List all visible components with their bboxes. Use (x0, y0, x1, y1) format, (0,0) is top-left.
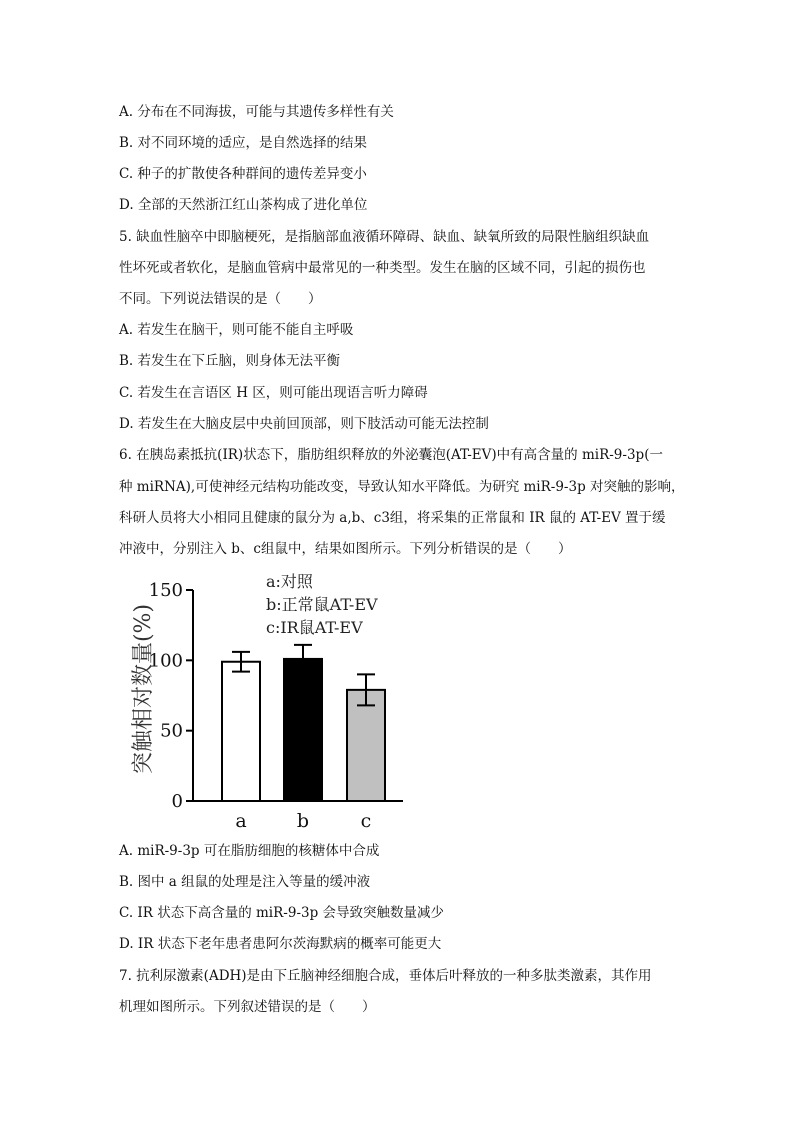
text-line: 机理如图所示。下列叙述错误的是（ ） (119, 999, 376, 1015)
legend-entry: a:对照 (266, 572, 313, 591)
text-line: 不同。下列说法错误的是（ ） (119, 291, 322, 307)
y-tick-label: 100 (148, 650, 183, 672)
text-line: 冲液中，分别注入 b、c组鼠中，结果如图所示。下列分析错误的是（ ） (119, 541, 572, 557)
text-line: B. 对不同环境的适应，是自然选择的结果 (119, 135, 368, 151)
bar-b (284, 659, 322, 801)
text-line: B. 若发生在下丘脑，则身体无法平衡 (119, 353, 341, 369)
legend-entry: c:IR鼠AT-EV (266, 618, 363, 637)
synapse-bar-chart (120, 572, 420, 834)
x-tick-label: a (235, 810, 247, 832)
text-line: 5. 缺血性脑卒中即脑梗死，是指脑部血液循环障碍、缺血、缺氧所致的局限性脑组织缺血 (119, 229, 650, 245)
text-line: 6. 在胰岛素抵抗(IR)状态下，脂肪组织释放的外泌囊泡(AT-EV)中有高含量的 miR-9-3p(一 (119, 447, 663, 463)
text-line: B. 图中 a 组鼠的处理是注入等量的缓冲液 (119, 874, 371, 890)
legend-entry: b:正常鼠AT-EV (266, 595, 378, 614)
bar-a (222, 662, 260, 801)
text-line: D. 全部的天然浙江红山茶构成了进化单位 (119, 197, 368, 213)
text-line: C. IR 状态下高含量的 miR-9-3p 会导致突触数量减少 (119, 905, 445, 921)
text-line: A. 若发生在脑干，则可能不能自主呼吸 (119, 322, 354, 338)
text-line: 7. 抗利尿激素(ADH)是由下丘脑神经细胞合成，垂体后叶释放的一种多肽类激素，其作用 (119, 968, 652, 984)
text-line: 种 miRNA),可使神经元结构功能改变，导致认知水平降低。为研究 miR-9-3p 对突触的影响， (119, 479, 685, 495)
chart-svg (120, 572, 420, 834)
y-tick-label: 0 (171, 791, 183, 812)
text-line: D. IR 状态下老年患者患阿尔茨海默病的概率可能更大 (119, 936, 442, 952)
y-tick-label: 50 (160, 720, 183, 742)
x-tick-label: b (296, 810, 310, 832)
text-line: 性坏死或者软化，是脑血管病中最常见的一种类型。发生在脑的区域不同，引起的损伤也 (119, 260, 646, 276)
text-line: A. 分布在不同海拔，可能与其遗传多样性有关 (119, 104, 394, 120)
x-tick-label: c (360, 810, 372, 832)
y-tick-label: 150 (148, 580, 183, 601)
text-line: C. 种子的扩散使各种群间的遗传差异变小 (119, 166, 367, 182)
text-line: C. 若发生在言语区 H 区，则可能出现语言听力障碍 (119, 385, 428, 401)
y-axis-label: 突触相对数量(%) (131, 603, 156, 775)
bar-c (347, 690, 385, 801)
text-line: A. miR-9-3p 可在脂肪细胞的核糖体中合成 (119, 843, 380, 859)
text-line: 科研人员将大小相同且健康的鼠分为 a,b、c3组，将采集的正常鼠和 IR 鼠的 AT-EV 置于缓 (119, 510, 666, 526)
text-line: D. 若发生在大脑皮层中央前回顶部，则下肢活动可能无法控制 (119, 416, 489, 432)
